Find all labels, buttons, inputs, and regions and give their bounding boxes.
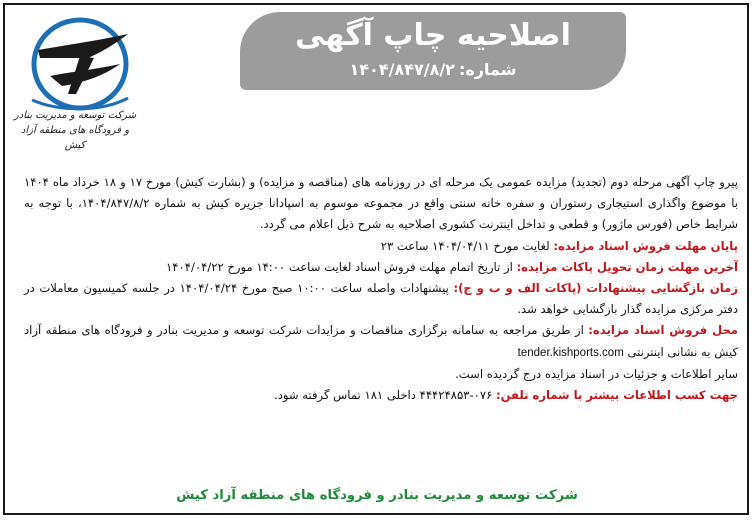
item-text: ۰۷۶-۴۴۴۲۴۸۵۳ داخلی ۱۸۱ تماس گرفته شود. [274,388,493,403]
item-contact-phone [24,385,738,406]
item-envelope-delivery-deadline [24,257,738,278]
item-label: محل فروش اسناد مزایده: [588,323,738,338]
notice-number [240,60,626,79]
title-banner [240,12,626,90]
airplane-logo-icon [10,12,150,122]
item-text: پیشنهادات واصله ساعت ۱۰:۰۰ صبح مورخ ۱۴۰۴/۰۴/۲۴ در جلسه کمیسیون معاملات در دفتر مرکزی مزایده گذار بازگشایی خواهد شد. [24,281,738,317]
notice-title: اصلاحیه چاپ آگهی [295,18,571,53]
item-bid-opening-time [24,278,738,320]
item-label: جهت کسب اطلاعات بیشتر با شماره تلفن: [495,388,738,403]
item-text: لغایت مورخ ۱۴۰۴/۰۴/۱۱ ساعت ۲۳ [380,238,550,253]
tender-website-link[interactable]: tender.kishports.com [517,346,624,359]
logo-company-line-1: شرکت توسعه و مدیریت بنادر [13,110,137,121]
notice-number-value: ۱۴۰۴/۸۴۷/۸/۲ [349,60,455,79]
logo-company-line-2: و فرودگاه های منطقه آزاد کیش [20,125,130,151]
notice-number-label: شماره: [458,60,517,79]
notice-body [24,172,738,406]
logo-company-name [10,108,140,153]
item-label: زمان بازگشایی پیشنهادات (پاکات الف و ب و ج): [453,281,738,296]
item-document-sale-deadline [24,236,738,257]
item-text: از طریق مراجعه به سامانه برگزاری مناقصات و مزایدات شرکت توسعه و مدیریت بنادر و فرودگاه های منطقه آزاد کیش به نشانی اینترنتی [24,323,738,359]
intro-paragraph: پیرو چاپ آگهی مرحله دوم (تجدید) مزایده عمومی یک مرحله ای در روزنامه های (مناقصه و مزایده) و (بشارت کیش) مورخ ۱۷ و ۱۸ خرداد ماه ۱۴۰۴ با موضوع واگذاری استیجاری رستوران و سفره خانه سنتی واقع در مجموعه موسوم به اسپادانا جزیره کیش به شماره ۱۴۰۴/۸۴۷/۸/۲، با توجه به شرایط خاص (فورس ماژور) و قطعی و تداخل اینترنت کشوری اصلاحیه به شرح ذیل اعلام می گردد. [24,175,738,232]
item-label: آخرین مهلت زمان تحویل پاکات مزایده: [516,259,738,274]
item-label: پایان مهلت فروش اسناد مزایده: [553,238,738,253]
item-document-sale-location [24,320,738,363]
footer-company-name: شرکت توسعه و مدیریت بنادر و فرودگاه های منطقه آزاد کیش [176,488,578,503]
item-text: از تاریخ اتمام مهلت فروش اسناد لغایت ساعت ۱۴:۰۰ مورخ ۱۴۰۴/۰۴/۲۲ [166,259,513,274]
item-other-info: سایر اطلاعات و جزئیات در اسناد مزایده درج گردیده است. [455,366,738,381]
